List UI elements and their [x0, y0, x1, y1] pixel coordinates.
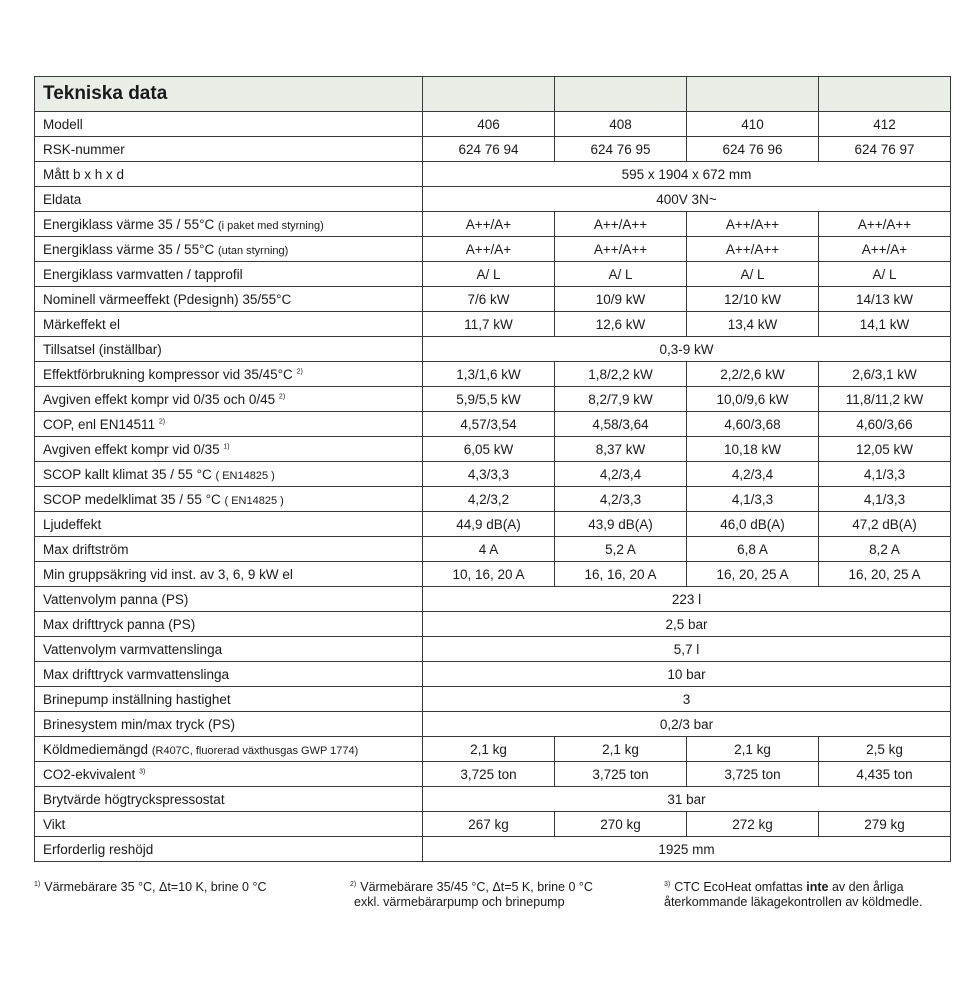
row-value-model-412: A/ L	[819, 262, 951, 287]
row-value-model-408: 8,2/7,9 kW	[555, 387, 687, 412]
row-value-model-412: 4,1/3,3	[819, 462, 951, 487]
row-label-text: RSK-nummer	[43, 141, 125, 157]
table-row	[35, 687, 951, 712]
row-value-model-406: A/ L	[423, 262, 555, 287]
table-row	[35, 587, 951, 612]
row-label-text: Energiklass varmvatten / tapprofil	[43, 266, 243, 282]
row-value-model-406: 406	[423, 112, 555, 137]
row-value-model-410: 4,60/3,68	[687, 412, 819, 437]
row-value-model-408: 270 kg	[555, 812, 687, 837]
row-value-model-406: 624 76 94	[423, 137, 555, 162]
row-label-text: Avgiven effekt kompr vid 0/35 och 0/45	[43, 391, 276, 407]
row-label-text: Min gruppsäkring vid inst. av 3, 6, 9 kW el	[43, 566, 293, 582]
row-label	[35, 537, 423, 562]
row-value-model-408: 2,1 kg	[555, 737, 687, 762]
row-label-note: (utan styrning)	[218, 244, 289, 257]
table-row	[35, 762, 951, 787]
row-value-model-408: 16, 16, 20 A	[555, 562, 687, 587]
row-label-text: COP, enl EN14511	[43, 416, 156, 432]
row-label-text: Vikt	[43, 816, 66, 832]
row-value-model-410: 10,0/9,6 kW	[687, 387, 819, 412]
table-row	[35, 487, 951, 512]
row-label	[35, 612, 423, 637]
row-value-model-410: 16, 20, 25 A	[687, 562, 819, 587]
row-value-model-410: 4,1/3,3	[687, 487, 819, 512]
row-value-model-406: 4 A	[423, 537, 555, 562]
table-row	[35, 662, 951, 687]
row-value-model-410: A++/A++	[687, 212, 819, 237]
row-label-text: Tillsatsel (inställbar)	[43, 341, 162, 357]
table-row	[35, 812, 951, 837]
table-row	[35, 137, 951, 162]
row-label	[35, 462, 423, 487]
row-label-note: ( EN14825 )	[215, 469, 275, 482]
row-value-model-408: 10/9 kW	[555, 287, 687, 312]
row-value-all-models: 0,3-9 kW	[423, 337, 951, 362]
row-value-model-408: A++/A++	[555, 212, 687, 237]
row-label	[35, 387, 423, 412]
row-label	[35, 237, 423, 262]
row-label-text: Erforderlig reshöjd	[43, 841, 154, 857]
technical-data-section	[34, 76, 950, 862]
row-label-text: Eldata	[43, 191, 82, 207]
row-value-model-406: 10, 16, 20 A	[423, 562, 555, 587]
row-value-model-410: A/ L	[687, 262, 819, 287]
row-value-model-412: 14/13 kW	[819, 287, 951, 312]
table-title: Tekniska data	[35, 77, 423, 112]
table-row	[35, 437, 951, 462]
row-value-model-406: 4,57/3,54	[423, 412, 555, 437]
row-label	[35, 737, 423, 762]
footnote-text: återkommande läkagekontrollen av köldmedle.	[664, 895, 923, 909]
header-cell	[423, 77, 555, 112]
row-label	[35, 637, 423, 662]
table-row	[35, 562, 951, 587]
row-value-model-406: 6,05 kW	[423, 437, 555, 462]
row-value-all-models: 3	[423, 687, 951, 712]
table-row	[35, 837, 951, 862]
row-value-model-410: 3,725 ton	[687, 762, 819, 787]
row-label	[35, 587, 423, 612]
row-value-model-408: 5,2 A	[555, 537, 687, 562]
footnote-emphasis: inte	[806, 880, 829, 894]
row-value-model-412: A++/A+	[819, 237, 951, 262]
row-label-text: Modell	[43, 116, 83, 132]
footnote-ref: 2)	[158, 418, 166, 425]
row-value-model-412: 12,05 kW	[819, 437, 951, 462]
footnote-2	[350, 880, 593, 910]
table-row	[35, 162, 951, 187]
row-value-model-412: 412	[819, 112, 951, 137]
row-value-model-406: 4,3/3,3	[423, 462, 555, 487]
table-row	[35, 612, 951, 637]
header-cell	[687, 77, 819, 112]
row-label-text: Mått b x h x d	[43, 166, 125, 182]
row-label-text: Brinepump inställning hastighet	[43, 691, 231, 707]
footnote-ref: 1)	[223, 443, 230, 450]
row-value-all-models: 2,5 bar	[423, 612, 951, 637]
row-label-text: Vattenvolym varmvattenslinga	[43, 641, 223, 657]
row-value-model-406: 3,725 ton	[423, 762, 555, 787]
row-label	[35, 137, 423, 162]
table-row	[35, 237, 951, 262]
technical-data-table	[34, 76, 951, 862]
row-label	[35, 787, 423, 812]
row-label	[35, 837, 423, 862]
row-value-model-406: 4,2/3,2	[423, 487, 555, 512]
footnote-3	[664, 880, 922, 910]
row-value-model-412: 47,2 dB(A)	[819, 512, 951, 537]
row-label	[35, 187, 423, 212]
row-value-model-408: 1,8/2,2 kW	[555, 362, 687, 387]
row-label	[35, 762, 423, 787]
row-value-model-406: 2,1 kg	[423, 737, 555, 762]
table-row	[35, 787, 951, 812]
row-value-model-412: 2,5 kg	[819, 737, 951, 762]
row-value-model-412: A++/A++	[819, 212, 951, 237]
table-row	[35, 462, 951, 487]
row-label-note: (R407C, fluorerad växthusgas GWP 1774)	[151, 744, 359, 757]
row-value-model-408: 4,58/3,64	[555, 412, 687, 437]
row-value-model-410: 10,18 kW	[687, 437, 819, 462]
row-label-text: CO2-ekvivalent	[43, 766, 136, 782]
footnote-ref: 2)	[296, 368, 303, 375]
row-label-text: Max drifttryck panna (PS)	[43, 616, 196, 632]
row-value-model-406: A++/A+	[423, 237, 555, 262]
row-value-model-410: 2,2/2,6 kW	[687, 362, 819, 387]
row-label	[35, 362, 423, 387]
table-row	[35, 312, 951, 337]
row-value-model-410: A++/A++	[687, 237, 819, 262]
footnote-text: exkl. värmebärarpump och brinepump	[354, 895, 565, 909]
table-row	[35, 387, 951, 412]
row-value-model-408: 4,2/3,4	[555, 462, 687, 487]
row-value-model-406: 1,3/1,6 kW	[423, 362, 555, 387]
row-value-model-412: 4,60/3,66	[819, 412, 951, 437]
row-value-model-408: 43,9 dB(A)	[555, 512, 687, 537]
row-label-text: Energiklass värme 35 / 55°C	[43, 216, 215, 232]
table-row	[35, 737, 951, 762]
row-value-all-models: 5,7 l	[423, 637, 951, 662]
row-value-all-models: 595 x 1904 x 672 mm	[423, 162, 951, 187]
footnote-1	[34, 880, 267, 895]
table-row	[35, 262, 951, 287]
row-value-model-410: 410	[687, 112, 819, 137]
row-value-all-models: 223 l	[423, 587, 951, 612]
row-value-model-408: 624 76 95	[555, 137, 687, 162]
row-value-all-models: 10 bar	[423, 662, 951, 687]
row-label	[35, 262, 423, 287]
header-cell	[555, 77, 687, 112]
row-value-model-408: A++/A++	[555, 237, 687, 262]
row-label-text: Max driftström	[43, 541, 129, 557]
row-label-text: SCOP kallt klimat 35 / 55 °C	[43, 466, 212, 482]
row-label-text: Brytvärde högtryckspressostat	[43, 791, 225, 807]
row-value-model-406: 11,7 kW	[423, 312, 555, 337]
row-value-model-410: 2,1 kg	[687, 737, 819, 762]
table-row	[35, 187, 951, 212]
row-value-model-412: 2,6/3,1 kW	[819, 362, 951, 387]
row-label-text: Avgiven effekt kompr vid 0/35	[43, 441, 220, 457]
row-label	[35, 437, 423, 462]
footnote-ref: 2)	[278, 393, 286, 400]
table-row	[35, 637, 951, 662]
row-value-model-408: 4,2/3,3	[555, 487, 687, 512]
row-label-text: Ljudeffekt	[43, 516, 102, 532]
footnote-text: Värmebärare 35/45 °C, Δt=5 K, brine 0 °C	[360, 880, 593, 894]
row-value-model-408: 408	[555, 112, 687, 137]
row-label	[35, 562, 423, 587]
row-label	[35, 162, 423, 187]
row-value-model-406: 44,9 dB(A)	[423, 512, 555, 537]
row-value-all-models: 400V 3N~	[423, 187, 951, 212]
table-header-row	[35, 77, 951, 112]
row-value-model-408: 3,725 ton	[555, 762, 687, 787]
footnote-text: Värmebärare 35 °C, Δt=10 K, brine 0 °C	[44, 880, 267, 894]
row-value-model-406: 267 kg	[423, 812, 555, 837]
row-label-note: (i paket med styrning)	[218, 219, 324, 232]
table-row	[35, 512, 951, 537]
row-value-model-412: 16, 20, 25 A	[819, 562, 951, 587]
table-row	[35, 412, 951, 437]
row-label-text: Brinesystem min/max tryck (PS)	[43, 716, 236, 732]
row-label	[35, 662, 423, 687]
row-value-model-408: 8,37 kW	[555, 437, 687, 462]
row-label	[35, 687, 423, 712]
row-value-model-412: 11,8/11,2 kW	[819, 387, 951, 412]
row-value-model-410: 272 kg	[687, 812, 819, 837]
row-label	[35, 112, 423, 137]
row-value-model-410: 12/10 kW	[687, 287, 819, 312]
row-label	[35, 287, 423, 312]
row-value-model-410: 6,8 A	[687, 537, 819, 562]
row-label-text: Nominell värmeeffekt (Pdesignh) 35/55°C	[43, 291, 292, 307]
table-row	[35, 537, 951, 562]
row-label	[35, 337, 423, 362]
row-value-model-410: 13,4 kW	[687, 312, 819, 337]
row-value-model-406: 5,9/5,5 kW	[423, 387, 555, 412]
footnote-ref: 3)	[139, 768, 146, 775]
footnote-mark: 3)	[664, 880, 671, 888]
header-cell	[819, 77, 951, 112]
row-label	[35, 512, 423, 537]
table-row	[35, 212, 951, 237]
row-label-text: Max drifttryck varmvattenslinga	[43, 666, 230, 682]
footnote-text: av den årliga	[828, 880, 904, 894]
row-label-text: Märkeffekt el	[43, 316, 121, 332]
footnote-text: CTC EcoHeat omfattas	[674, 880, 807, 894]
footnote-mark: 1)	[34, 880, 41, 888]
table-row	[35, 362, 951, 387]
row-label	[35, 412, 423, 437]
row-value-model-412: 624 76 97	[819, 137, 951, 162]
table-row	[35, 712, 951, 737]
row-label	[35, 212, 423, 237]
row-value-model-412: 4,435 ton	[819, 762, 951, 787]
row-label	[35, 487, 423, 512]
row-label-text: Effektförbrukning kompressor vid 35/45°C	[43, 366, 293, 382]
row-value-all-models: 1925 mm	[423, 837, 951, 862]
row-value-model-406: A++/A+	[423, 212, 555, 237]
row-value-model-412: 4,1/3,3	[819, 487, 951, 512]
row-label	[35, 712, 423, 737]
row-value-model-412: 14,1 kW	[819, 312, 951, 337]
table-row	[35, 112, 951, 137]
footnote-mark: 2)	[350, 880, 357, 888]
table-row	[35, 337, 951, 362]
row-value-model-412: 279 kg	[819, 812, 951, 837]
row-value-all-models: 31 bar	[423, 787, 951, 812]
row-label-text: Energiklass värme 35 / 55°C	[43, 241, 215, 257]
row-value-all-models: 0,2/3 bar	[423, 712, 951, 737]
row-value-model-408: 12,6 kW	[555, 312, 687, 337]
row-value-model-410: 4,2/3,4	[687, 462, 819, 487]
row-value-model-412: 8,2 A	[819, 537, 951, 562]
row-label	[35, 312, 423, 337]
row-value-model-410: 624 76 96	[687, 137, 819, 162]
table-row	[35, 287, 951, 312]
row-label-text: Köldmediemängd	[43, 741, 149, 757]
row-label-note: ( EN14825 )	[224, 494, 284, 507]
row-label-text: SCOP medelklimat 35 / 55 °C	[43, 491, 221, 507]
row-value-model-406: 7/6 kW	[423, 287, 555, 312]
row-label	[35, 812, 423, 837]
row-value-model-408: A/ L	[555, 262, 687, 287]
row-label-text: Vattenvolym panna (PS)	[43, 591, 189, 607]
row-value-model-410: 46,0 dB(A)	[687, 512, 819, 537]
